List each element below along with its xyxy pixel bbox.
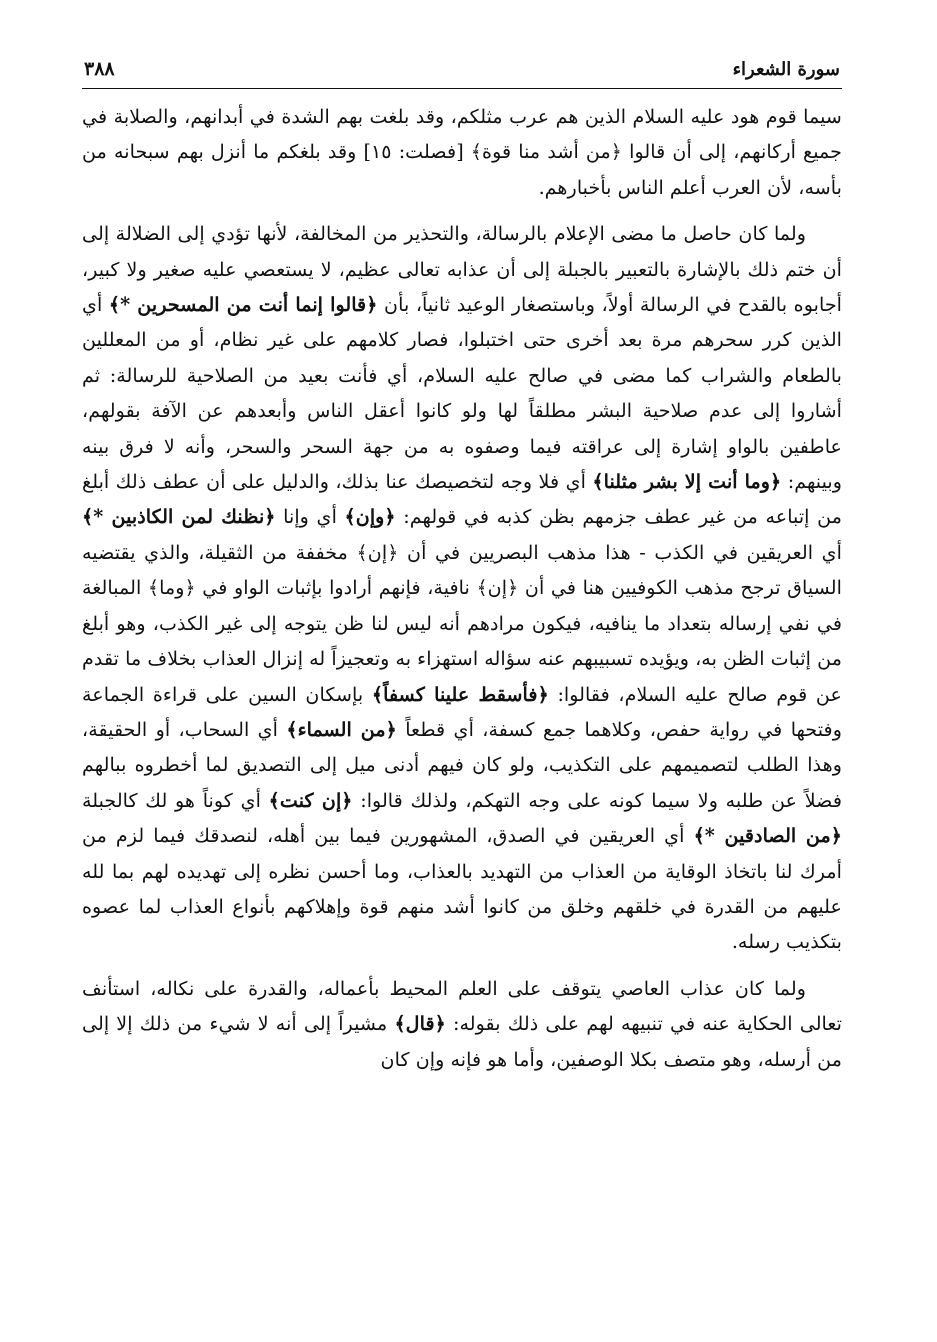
running-head bbox=[82, 58, 842, 89]
quran-verse: ﴿فأسقط علينا كسفاً﴾ bbox=[371, 682, 549, 706]
quran-verse: ﴿وما أنت إلا بشر مثلنا﴾ bbox=[592, 470, 782, 494]
quran-verse: ﴿قالوا إنما أنت من المسحرين *﴾ bbox=[108, 293, 378, 317]
quran-word: ﴿إن﴾ bbox=[476, 576, 519, 600]
quran-word: ﴿وما﴾ bbox=[147, 576, 196, 600]
text-span: [فصلت: ١٥] وقد بلغكم ما أنزل بهم سبحانه من بأسه، لأن العرب أعلم الناس بأخبارهم. bbox=[82, 140, 842, 199]
text-span: أي وإنا bbox=[275, 505, 345, 529]
paragraph bbox=[82, 971, 842, 1077]
quran-word: ﴿إن﴾ bbox=[356, 540, 399, 564]
text-span: أي كوناً هو لك كالجبلة bbox=[82, 788, 269, 812]
book-page bbox=[82, 58, 842, 1318]
text-span: أي الذين كرر سحرهم مرة بعد أخرى حتى اختبلوا، فصار كلامهم على غير نظام، أو من المعللين بالطعام والشراب كما مضى في صالح عليه السلام، أي فأنت بعيد من الصلاحية للرسالة: ثم أشاروا إلى عدم صلاحية البشر مطلقاً لها ولو كانوا أعقل الناس وأبعدهم عن الآفة بقولهم، عاطفين بالواو إشارة إلى عراقته فيما وصفوه به من جهة السحر والسحر، وأنه لا فرق بينه وبينهم: bbox=[82, 293, 842, 494]
paragraph bbox=[82, 99, 842, 205]
page-number: ٣٨٨ bbox=[84, 58, 115, 80]
text-span: أي العريقين في الصدق، المشهورين فيما بين أهله، لنصدقك فيما لزم من أمرك لنا باتخاذ الوقاية من العذاب من التهديد بالعذاب، وما أحسن نظره إلى تهديده لهم بما لله عليهم من القدرة في خلقهم وخلق من كانوا أشد منهم قوة وإهلاكهم بأنواع العذاب لما عصوه بتكذيب رسله. bbox=[82, 824, 842, 954]
quran-verse: ﴿نظنك لمن الكاذبين *﴾ bbox=[82, 505, 276, 529]
text-span: أي العريقين في الكذب - هذا مذهب البصريين في أن bbox=[398, 540, 842, 564]
text-span: مخففة من الثقيلة، والذي يقتضيه السياق ترجح مذهب الكوفيين هنا في أن bbox=[82, 540, 842, 600]
text-span: سيما قوم هود عليه السلام الذين هم عرب مثلكم، وقد بلغت بهم الشدة في أبدانهم، والصلابة في جميع أركانهم، إلى أن قالوا bbox=[82, 105, 842, 164]
quran-verse: ﴿من السماء﴾ bbox=[286, 717, 397, 741]
quran-verse: ﴿من الصادقين *﴾ bbox=[693, 824, 842, 848]
body-text bbox=[82, 99, 842, 1077]
quran-verse: ﴿إن كنت﴾ bbox=[268, 788, 353, 812]
text-span: ولما كان حاصل ما مضى الإعلام بالرسالة، والتحذير من المخالفة، لأنها تؤدي إلى الضلالة إلى أن ختم ذلك بالإشارة بالتعبير بالجبلة إلى أن عذابه تعالى عظيم، لا يستعصي عليه صغير ولا كبير، أجابوه بالقدح في الرسالة أولاً، وباستصغار الوعيد ثانياً، بأن bbox=[82, 222, 843, 317]
surah-title: سورة الشعراء bbox=[732, 59, 840, 80]
text-span: بإسكان السين على قراءة الجماعة وفتحها في رواية حفص، وكلاهما جمع كسفة، أي قطعاً bbox=[82, 682, 842, 741]
text-span: مشيراً إلى أنه لا شيء من ذلك إلا إلى من أرسله، وهو متصف بكلا الوصفين، وأما هو فإنه وإن كان bbox=[82, 1012, 842, 1071]
text-span: ولما كان عذاب العاصي يتوقف على العلم المحيط بأعماله، والقدرة على نكاله، استأنف تعالى الحكاية عنه في تنبيهه لهم على ذلك بقوله: bbox=[82, 976, 842, 1036]
text-span: نافية، فإنهم أرادوا بإثبات الواو في bbox=[195, 576, 477, 600]
paragraph bbox=[82, 216, 842, 960]
text-span: المبالغة في نفي إرساله بتعداد ما ينافيه، فيكون مرادهم أنه ليس لنا ظن يتوجه إلى غير الكذب، وهو أبلغ من إثبات الظن به، ويؤيده تسبيبهم عنه سؤاله استهزاء به وتعجيزاً له إنزال العذاب بخلاف ما تقدم عن قوم صالح عليه السلام، فقالوا: bbox=[82, 576, 842, 706]
text-span: أي فلا وجه لتخصيصك عنا بذلك، والدليل على أن عطف ذلك أبلغ من إتباعه من غير عطف جزمهم بظن كذبه في قولهم: bbox=[82, 470, 842, 529]
quran-verse: ﴿وإن﴾ bbox=[344, 505, 396, 529]
quran-citation: ﴿من أشد منا قوة﴾ bbox=[470, 140, 623, 164]
text-span: أي السحاب، أو الحقيقة، وهذا الطلب لتصميمهم على التكذيب، ولو كان فيهم أدنى ميل إلى التصديق لما أخطروه ببالهم فضلاً عن طلبه ولا سيما كونه على وجه التهكم، ولذلك قالوا: bbox=[82, 717, 842, 812]
quran-verse: ﴿قال﴾ bbox=[394, 1012, 446, 1036]
